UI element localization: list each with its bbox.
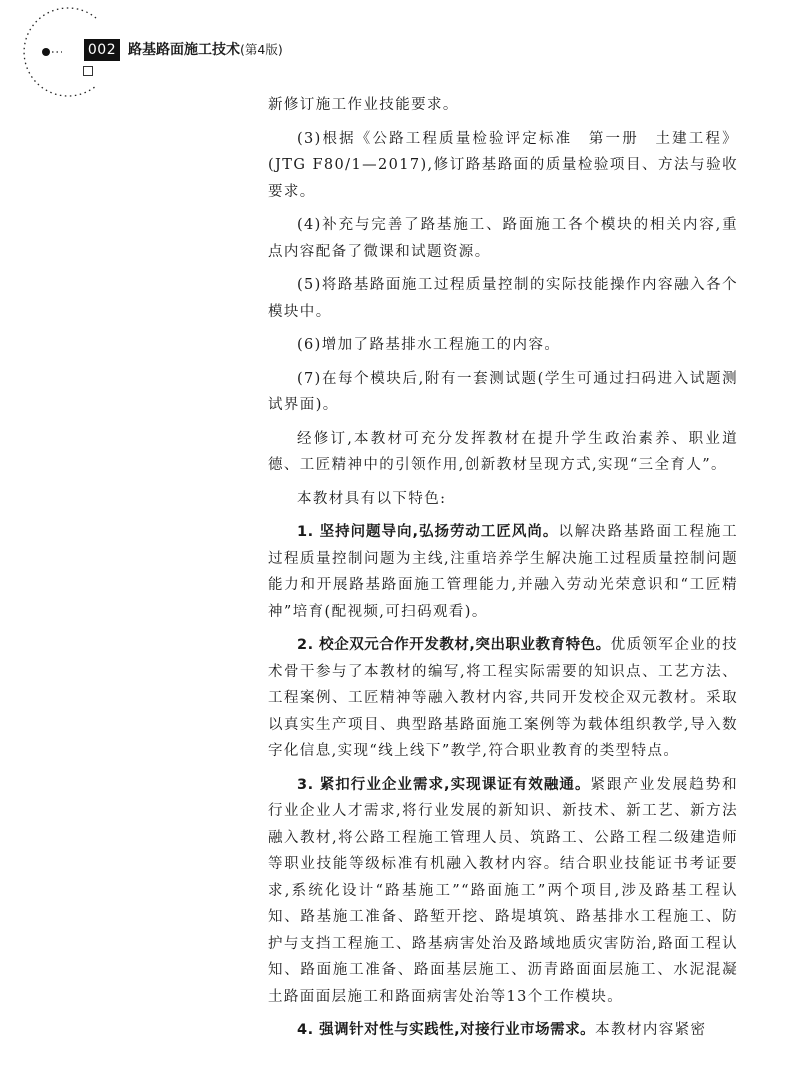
paragraph-text: 以解决路基路面工程施工过程质量控制问题为主线,注重培养学生解决施工过程质量控制问题能力和开展路基路面施工管理能力,并融入劳动光荣意识和“工匠精神”培育(配视频,可扫码观看)。 <box>268 524 739 620</box>
paragraph <box>268 92 738 119</box>
paragraph <box>268 632 738 765</box>
paragraph <box>268 332 738 359</box>
paragraph-text: 本教材内容紧密 <box>595 1022 707 1038</box>
paragraph-text: (3)根据《公路工程质量检验评定标准 第一册 土建工程》(JTG F80/1—2017),修订路基路面的质量检验项目、方法与验收要求。 <box>268 130 738 200</box>
paragraph-text: 新修订施工作业技能要求。 <box>268 97 459 113</box>
paragraph-text: (5)将路基路面施工过程质量控制的实际技能操作内容融入各个模块中。 <box>268 277 738 320</box>
paragraph-heading: 4. 强调针对性与实践性,对接行业市场需求。 <box>297 1022 596 1038</box>
paragraph-text: 本教材具有以下特色: <box>297 490 447 507</box>
decorative-square <box>83 66 93 76</box>
book-title-text: 路基路面施工技术 <box>128 42 240 58</box>
paragraph-text: (4)补充与完善了路基施工、路面施工各个模块的相关内容,重点内容配备了微课和试题资源。 <box>268 217 738 260</box>
paragraph-heading: 2. 校企双元合作开发教材,突出职业教育特色。 <box>297 637 611 653</box>
page-number: 002 <box>84 39 120 61</box>
paragraph <box>268 519 738 625</box>
paragraph-text: (7)在每个模块后,附有一套测试题(学生可通过扫码进入试题测试界面)。 <box>268 370 738 413</box>
paragraph-heading: 1. 坚持问题导向,弘扬劳动工匠风尚。 <box>297 524 559 540</box>
paragraph-text: 紧跟产业发展趋势和行业企业人才需求,将行业发展的新知识、新技术、新工艺、新方法融入教材,将公路工程施工管理人员、筑路工、公路工程二级建造师等职业技能等级标准有机融入教材内容。结合职业技能证书考证要求,系统化设计“路基施工”“路面施工”两个项目,涉及路基工程认知、路基施工准备、路堑开挖、路堤填筑、路基排水工程施工、防护与支挡工程施工、路基病害处治及路域地质灾害防治,路面工程认知、路面施工准备、路面基层施工、沥青路面面层施工、水泥混凝土路面面层施工和路面病害处治等13个工作模块。 <box>268 776 738 1005</box>
paragraph <box>268 486 738 513</box>
paragraph <box>268 126 738 206</box>
book-title <box>128 40 283 60</box>
paragraph <box>268 272 738 325</box>
paragraph-text: (6)增加了路基排水工程施工的内容。 <box>297 337 561 353</box>
paragraph <box>268 366 738 419</box>
book-edition: (第4版) <box>240 42 283 57</box>
paragraph-text: 优质领军企业的技术骨干参与了本教材的编写,将工程实际需要的知识点、工艺方法、工程案例、工匠精神等融入教材内容,共同开发校企双元教材。采取以真实生产项目、典型路基路面施工案例等为载体组织教学,导入数字化信息,实现“线上线下”教学,符合职业教育的类型特点。 <box>268 637 739 759</box>
paragraph <box>268 772 738 1011</box>
paragraph <box>268 1017 738 1044</box>
paragraph-text: 经修订,本教材可充分发挥教材在提升学生政治素养、职业道德、工匠精神中的引领作用,创新教材呈现方式,实现“三全育人”。 <box>268 430 738 473</box>
paragraph <box>268 212 738 265</box>
paragraph <box>268 426 738 479</box>
paragraph-heading: 3. 紧扣行业企业需求,实现课证有效融通。 <box>297 776 591 793</box>
page-header <box>0 0 790 100</box>
body-text <box>268 92 738 1051</box>
